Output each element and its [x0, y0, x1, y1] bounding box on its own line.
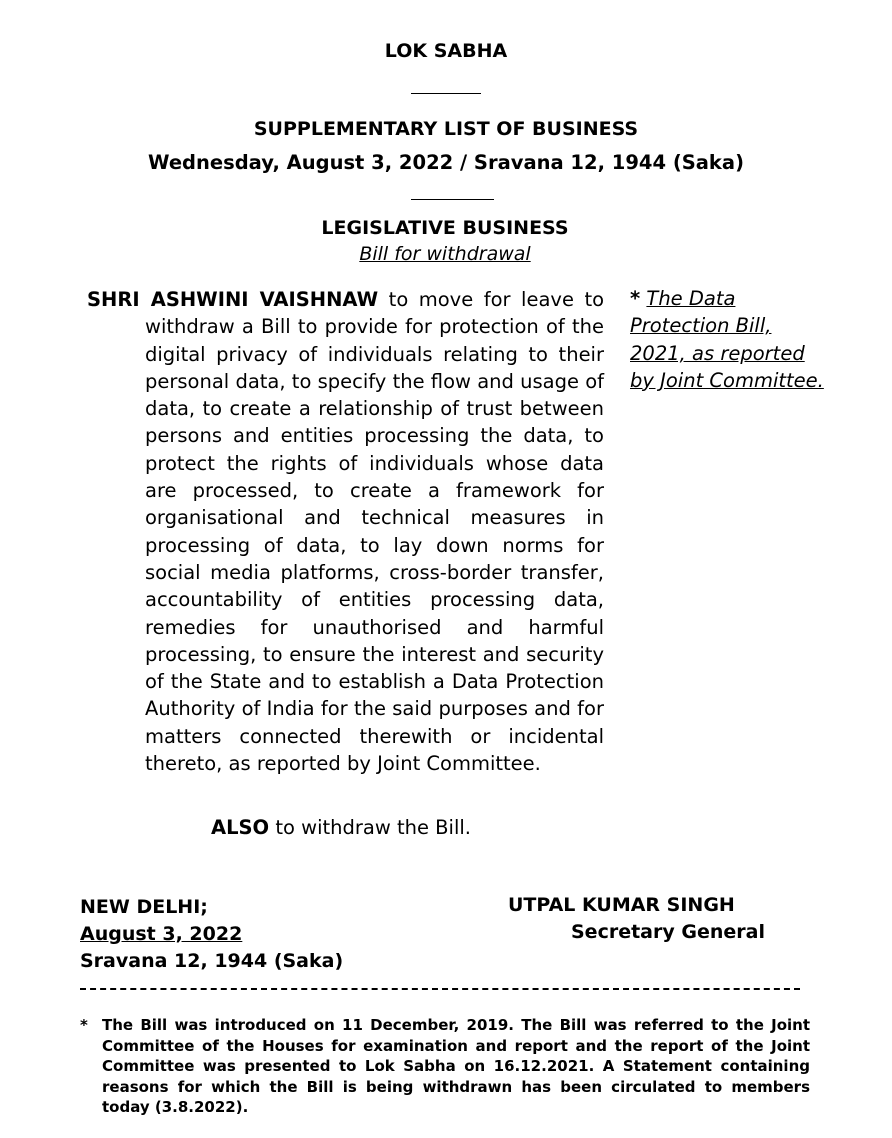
place-date-block	[80, 894, 343, 975]
side-note-marker: *	[630, 287, 641, 310]
member-name: SHRI ASHWINI VAISHNAW	[87, 288, 379, 311]
section-heading: LEGISLATIVE BUSINESS	[321, 217, 569, 239]
list-title: SUPPLEMENTARY LIST OF BUSINESS	[253, 118, 639, 140]
motion-text: to move for leave to withdraw a Bill to provide for protection of the digital privacy of individuals relating to their personal data, to specify the flow and usage of data, to create a relationship of trust between persons and entities processing the data, to protect the rights of individuals whose data are processed, to create a framework for organisational and technical measures in processing of data, to lay down norms for social media platforms, cross-border transfer, accountability of entities processing data, remedies for unauthorised and harmful processing, to ensure the interest and security of the State and to establish a Data Protection Authority of India for the said purposes and for matters connected therewith or incidental thereto, as reported by Joint Committee.	[145, 288, 605, 776]
footnote-separator	[80, 988, 800, 990]
signatory-name: UTPAL KUMAR SINGH	[508, 894, 735, 916]
also-label: ALSO	[211, 816, 270, 839]
also-text: to withdraw the Bill.	[275, 816, 472, 839]
section-subheading-text: Bill for withdrawal	[359, 243, 531, 265]
house-title: LOK SABHA	[384, 40, 508, 62]
bill-item	[87, 286, 605, 777]
issue-date: August 3, 2022	[80, 923, 243, 945]
bill-side-note	[630, 285, 830, 394]
signatory-designation: Secretary General	[571, 921, 765, 943]
footnote	[80, 1015, 810, 1118]
date-divider	[411, 199, 494, 200]
also-line	[211, 816, 471, 839]
sitting-date: Wednesday, August 3, 2022 / Sravana 12, 1944 (Saka)	[148, 151, 744, 174]
section-subheading	[0, 243, 890, 265]
footnote-text: The Bill was introduced on 11 December, 2019. The Bill was referred to the Joint Committee of the Houses for examination and report and the report of the Joint Committee was presented to Lok Sabha on 16.12.2021. A Statement containing reasons for which the Bill is being withdrawn has been circulated to members today (3.8.2022).	[102, 1016, 810, 1116]
place: NEW DELHI;	[80, 896, 208, 918]
side-note-text: The Data Protection Bill, 2021, as reported by Joint Committee.	[630, 287, 824, 392]
footnote-marker: *	[80, 1016, 88, 1034]
saka-date: Sravana 12, 1944 (Saka)	[80, 950, 344, 972]
title-divider	[411, 93, 481, 94]
